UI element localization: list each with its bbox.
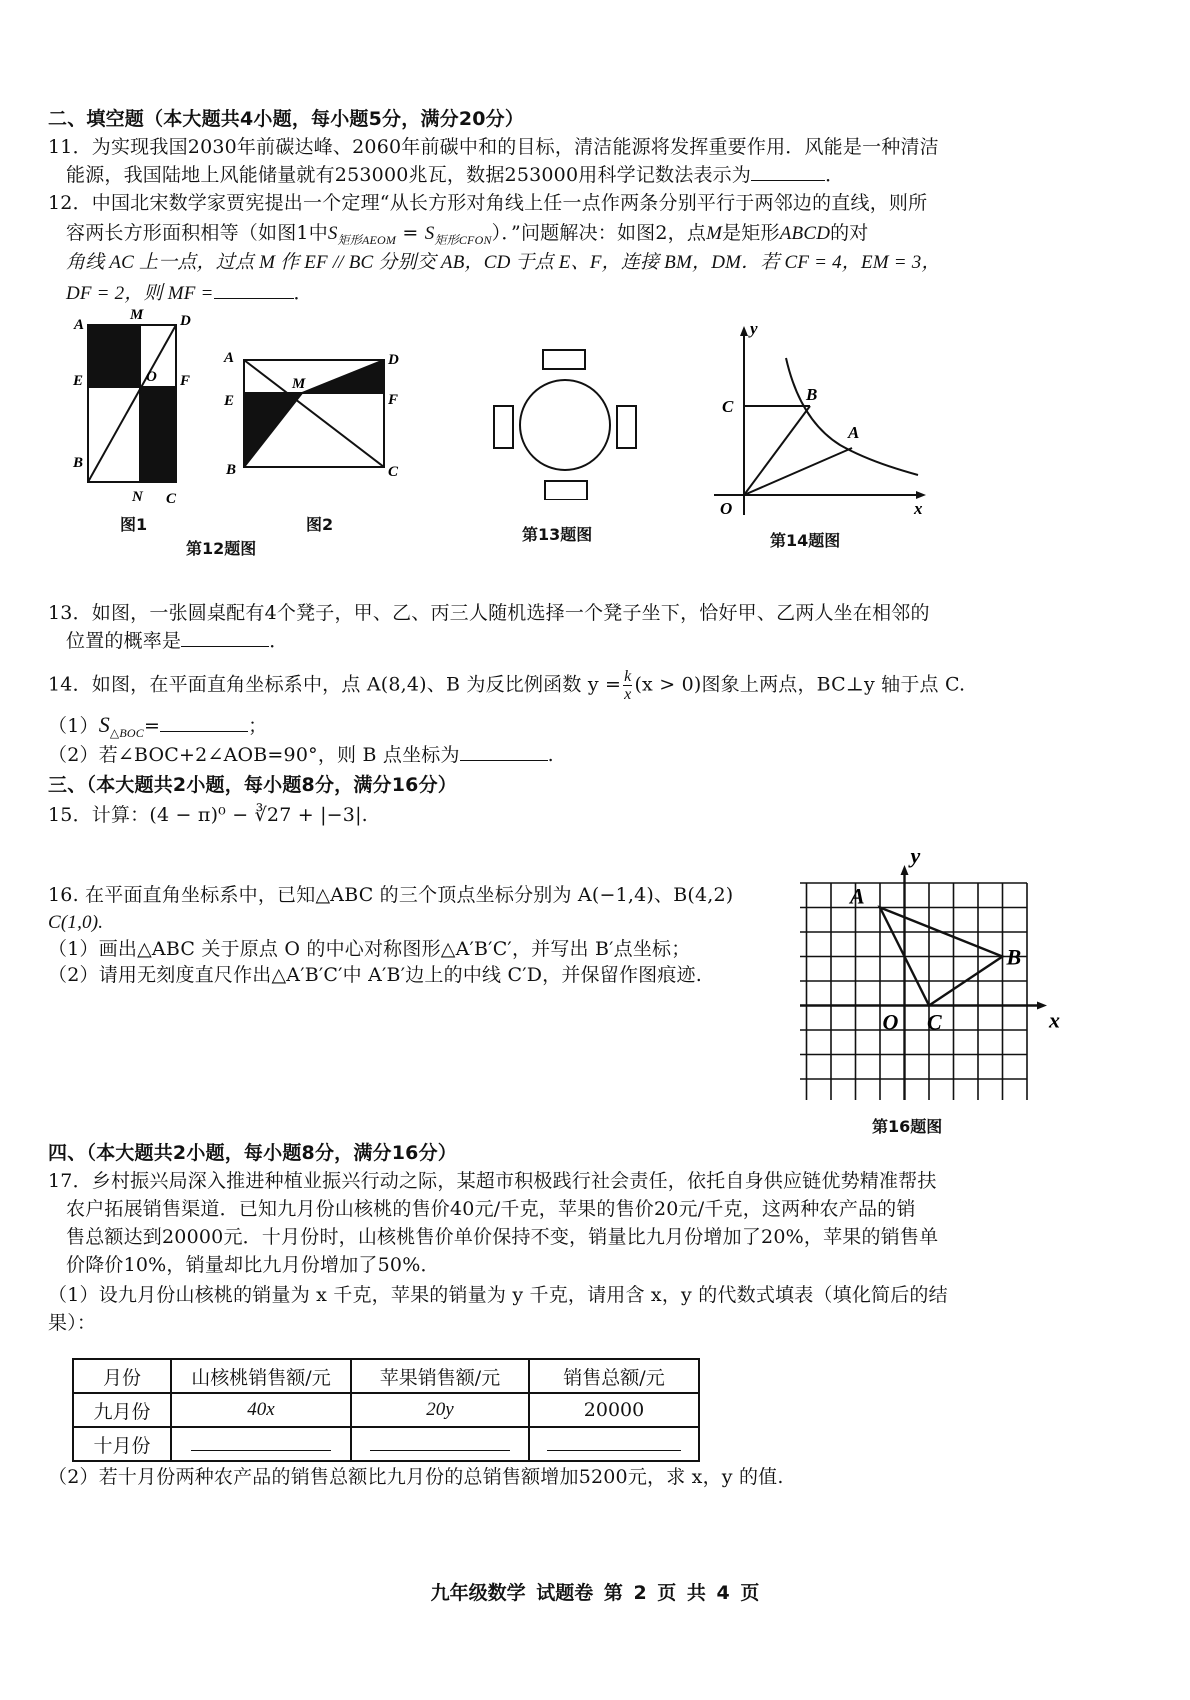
cell-apple-blank[interactable] xyxy=(351,1427,529,1461)
section-3-heading: 三、（本大题共2小题，每小题8分，满分16分） xyxy=(48,774,457,796)
q14-frac-num: k xyxy=(624,668,632,685)
q12-figure-1 xyxy=(70,305,210,505)
q13-end: ． xyxy=(269,630,289,652)
q12-text-a: 容两长方形面积相等（如图1中 xyxy=(66,222,328,244)
page-footer: 九年级数学 试题卷 第 2 页 共 4 页 xyxy=(430,1582,760,1604)
q17-line-1: 17．乡村振兴局深入推进种植业振兴行动之际，某超市积极践行社会责任，依托自身供应链优势精准帮扶 xyxy=(48,1170,937,1192)
q11-line-2 xyxy=(66,162,844,188)
q12-caption: 第12题图 xyxy=(186,539,257,558)
q11-line-1: 11．为实现我国2030年前碳达峰、2060年前碳中和的目标，清洁能源将发挥重要作用．风能是一种清洁 xyxy=(48,136,939,158)
q16-sub-1: （1）画出△ABC 关于原点 O 的中心对称图形△A′B′C′，并写出 B′点坐标； xyxy=(48,938,691,960)
header-apple-sales: 苹果销售额/元 xyxy=(351,1359,529,1393)
section-4-heading: 四、（本大题共2小题，每小题8分，满分16分） xyxy=(48,1142,457,1164)
q13-caption: 第13题图 xyxy=(522,525,593,544)
fig14-label-o: O xyxy=(720,499,733,518)
fig1-label-a: A xyxy=(74,317,85,333)
q17-line-3: 售总额达到20000元．十月份时，山核桃售价单价保持不变，销量比九月份增加了20%，苹果的销售单 xyxy=(66,1226,939,1248)
fig1-shaded-aeom xyxy=(88,325,140,387)
q14-area-sub: △BOC xyxy=(109,726,144,740)
q13-line-2 xyxy=(66,628,288,654)
table-header-row xyxy=(73,1359,699,1393)
total-answer-blank[interactable] xyxy=(547,1432,681,1451)
q13-text: 位置的概率是 xyxy=(66,630,182,652)
grid-lines xyxy=(800,883,1027,1100)
q11-answer-blank[interactable] xyxy=(751,162,825,181)
q12-figure-2 xyxy=(222,340,422,490)
q17-sub-1-line-2: 果）： xyxy=(48,1312,97,1334)
grid-label-c: C xyxy=(927,1009,942,1035)
q17-sub-2: （2）若十月份两种农产品的销售总额比九月份的总销售额增加5200元，求 x，y 的值. xyxy=(48,1466,784,1488)
q12-area-symbol-2: S xyxy=(424,223,435,244)
fig1-label-c: C xyxy=(166,491,177,505)
fig2-label-a: A xyxy=(224,350,235,366)
grid-label-o: O xyxy=(882,1009,899,1035)
fig14-label-b: B xyxy=(806,385,818,404)
q14-sub-2 xyxy=(48,742,554,768)
q17-line-2: 农户拓展销售渠道．已知九月份山核桃的售价40元/千克，苹果的售价20元/千克，这两种农产品的销 xyxy=(66,1198,916,1220)
fig14-y-arrow-icon xyxy=(740,326,748,336)
q14-sub1-answer-blank[interactable] xyxy=(160,713,248,732)
q17-sales-table xyxy=(72,1358,700,1462)
header-month: 月份 xyxy=(73,1359,171,1393)
q14-text-b: (x > 0)图象上两点，BC⊥y 轴于点 C. xyxy=(634,673,966,696)
walnut-answer-blank[interactable] xyxy=(191,1432,331,1451)
grid-label-x: x xyxy=(1049,1007,1060,1033)
q12-end: ． xyxy=(293,282,313,304)
q12-text-d: 的对 xyxy=(830,222,869,244)
fig1-label-n: N xyxy=(132,489,143,505)
q12-rect-abcd: ABCD xyxy=(779,223,831,244)
fig1-label-o: O xyxy=(146,369,157,385)
q16-line-1: 16. 在平面直角坐标系中，已知△ABC 的三个顶点坐标分别为 A(−1,4)、B(4,2) xyxy=(48,884,734,906)
grid-label-b: B xyxy=(1006,944,1022,970)
q12-text-b: ）．”问题解决：如图2，点 xyxy=(491,222,707,244)
q12-text-c: 是矩形 xyxy=(722,222,780,244)
q15-text: 15．计算：(4 − π)⁰ − ∛27 + |−3|. xyxy=(48,804,368,826)
q11-text: 能源，我国陆地上风能储量就有253000兆瓦，数据253000用科学记数法表示为 xyxy=(66,164,752,186)
fig2-label-m: M xyxy=(292,376,306,392)
fig14-label-x: x xyxy=(914,499,923,518)
q12-line-1: 12．中国北宋数学家贾宪提出一个定理“从长方形对角线上任一点作两条分别平行于两邻边的直线，则所 xyxy=(48,192,928,214)
q12-line-3: 角线 AC 上一点，过点 M 作 EF // BC 分别交 AB，CD 于点 E、F，连接 BM，DM．若 CF = 4，EM = 3， xyxy=(66,252,941,273)
q14-text-a: 14．如图，在平面直角坐标系中，点 A(8,4)、B 为反比例函数 y = xyxy=(48,673,622,696)
section-2-heading: 二、填空题（本大题共4小题，每小题5分，满分20分） xyxy=(48,108,525,130)
grid-label-y: y xyxy=(910,843,921,868)
q12-text: DF = 2，则 MF = xyxy=(66,283,214,304)
fig2-label-e: E xyxy=(224,393,235,409)
stool-left xyxy=(494,406,513,448)
q13-answer-blank[interactable] xyxy=(181,628,269,647)
round-table xyxy=(520,380,610,470)
q12-area-symbol-1: S xyxy=(327,223,338,244)
q14-area-symbol: S xyxy=(98,712,110,737)
q14-sub1-equals: = xyxy=(143,715,161,737)
cell-month: 十月份 xyxy=(73,1427,171,1461)
q16-line-2: C(1,0). xyxy=(48,912,104,933)
q14-frac-den: x xyxy=(624,686,632,703)
fig1-shaded-cfon xyxy=(140,387,176,482)
fig2-label-f: F xyxy=(388,392,399,408)
q12-line-2 xyxy=(66,220,869,253)
fig1-label-d: D xyxy=(180,313,191,329)
q12-point-m: M xyxy=(706,223,723,244)
q16-caption: 第16题图 xyxy=(872,1117,943,1136)
grid-label-a: A xyxy=(850,883,865,909)
q13-line-1: 13．如图，一张圆桌配有4个凳子，甲、乙、丙三人随机选择一个凳子坐下，恰好甲、乙两人坐在相邻的 xyxy=(48,602,930,624)
fig14-hyperbola xyxy=(786,358,918,475)
header-total-sales: 销售总额/元 xyxy=(529,1359,699,1393)
fig2-caption: 图2 xyxy=(306,515,334,534)
stool-right xyxy=(617,406,636,448)
cell-total: 20000 xyxy=(529,1393,699,1427)
q12-area-sub-2: 矩形CFON xyxy=(434,233,492,247)
q14-fraction xyxy=(623,668,632,703)
fig1-label-b: B xyxy=(73,455,84,471)
q14-sub1-end: ； xyxy=(248,715,268,737)
cell-apple: 20y xyxy=(351,1393,529,1427)
q12-answer-blank[interactable] xyxy=(214,280,294,299)
q14-sub2-text: （2）若∠BOC+2∠AOB=90°，则 B 点坐标为 xyxy=(48,744,460,766)
q12-line-4 xyxy=(66,280,313,307)
y-axis-arrow-icon xyxy=(901,865,909,875)
fig1-label-e: E xyxy=(73,373,84,389)
q14-sub1-number: （1） xyxy=(48,715,99,737)
fig14-label-a: A xyxy=(848,423,860,442)
q17-sub-1-line-1: （1）设九月份山核桃的销量为 x 千克，苹果的销量为 y 千克，请用含 x，y 的代数式填表（填化简后的结 xyxy=(48,1284,948,1306)
fig2-label-d: D xyxy=(388,352,399,368)
q14-caption: 第14题图 xyxy=(770,531,841,550)
q11-end: ． xyxy=(825,164,845,186)
q12-equals: = xyxy=(396,222,425,244)
q16-sub-2: （2）请用无刻度直尺作出△A′B′C′中 A′B′边上的中线 C′D，并保留作图痕迹. xyxy=(48,964,702,986)
table-row xyxy=(73,1393,699,1427)
cell-walnut-blank[interactable] xyxy=(171,1427,351,1461)
x-axis-arrow-icon xyxy=(1037,1002,1047,1010)
q13-figure xyxy=(490,340,660,500)
fig1-label-m: M xyxy=(130,307,144,323)
fig14-label-c: C xyxy=(722,397,734,416)
fig14-x-arrow-icon xyxy=(916,491,926,499)
cell-total-blank[interactable] xyxy=(529,1427,699,1461)
q14-figure xyxy=(700,320,960,530)
q16-grid-figure xyxy=(800,830,1120,1100)
cell-walnut: 40x xyxy=(171,1393,351,1427)
fig1-label-f: F xyxy=(180,373,191,389)
stool-bottom xyxy=(545,481,587,500)
fig2-label-b: B xyxy=(226,462,237,478)
apple-answer-blank[interactable] xyxy=(370,1432,510,1451)
q12-area-sub-1: 矩形AEOM xyxy=(337,233,397,247)
fig2-label-c: C xyxy=(388,464,399,480)
q14-line-1 xyxy=(48,668,965,703)
fig1-caption: 图1 xyxy=(120,515,148,534)
table-row xyxy=(73,1427,699,1461)
stool-top xyxy=(543,350,585,369)
q14-sub2-answer-blank[interactable] xyxy=(460,742,548,761)
q14-sub2-end: . xyxy=(547,744,554,766)
fig14-label-y: y xyxy=(750,320,758,338)
q17-line-4: 价降价10%，销量却比九月份增加了50%． xyxy=(66,1254,440,1276)
cell-month: 九月份 xyxy=(73,1393,171,1427)
header-walnut-sales: 山核桃销售额/元 xyxy=(171,1359,351,1393)
grid-axes xyxy=(800,865,1047,1100)
q14-sub-1 xyxy=(48,712,267,746)
